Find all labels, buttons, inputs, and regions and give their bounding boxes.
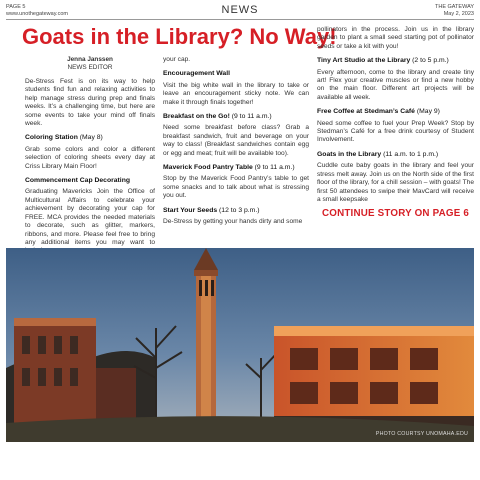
- page-number: PAGE 5: [6, 4, 26, 10]
- photo-credit: PHOTO COURTSY UNOMAHA.EDU: [375, 431, 468, 437]
- event-text: Need some breakfast before class? Grab a breakfast sandwich, fruit and beverage on your way to class! (Breakfast sandwiches contain egg or egg and meat; fruit will be available too).: [163, 124, 309, 157]
- event-heading: Coloring Station (May 8): [25, 134, 103, 142]
- event-heading: Encouragement Wall: [163, 70, 230, 78]
- event-text: De-Stress by getting your hands dirty and some: [163, 218, 303, 226]
- event-heading: Breakfast on the Go! (9 to 11 a.m.): [163, 113, 272, 121]
- event-text: Every afternoon, come to the library and create tiny art! Flex your creative muscles or find a new hobby on the main floor. Different art projects will be available all week.: [317, 68, 474, 101]
- event-heading: Start Your Seeds (12 to 3 p.m.): [163, 206, 260, 214]
- event-heading: Goats in the Library (11 a.m. to 1 p.m.): [317, 150, 439, 158]
- paper-name: THE GATEWAY: [434, 4, 474, 10]
- author-role: NEWS EDITOR: [67, 64, 113, 71]
- header-rule: [6, 19, 474, 20]
- campus-photo: [6, 248, 474, 442]
- headline: Goats in the Library? No Way!: [22, 24, 337, 49]
- event-text: Graduating Mavericks Join the Office of Multicultural Affairs to celebrate your achievement by decorating your cap for FREE. MCA provides the needed materials to decorate, such as glitter, markers, ribbons, and more. Please feel free to bring any additional items you may want to: [25, 188, 155, 246]
- column-2: [163, 56, 309, 233]
- site-url[interactable]: www.unothegateway.com: [6, 11, 68, 17]
- event-text: pollinators in the process. Join us in the library garden to plant a small seed starting pot of pollinator seeds or take a kit with you!: [317, 26, 474, 50]
- event-text: Visit the big white wall in the library to take or leave an encouragement sticky note. We can make it through finals together!: [163, 81, 309, 106]
- section-title: NEWS: [221, 4, 259, 16]
- event-text: Grab some colors and color a different selection of coloring sheets every day at Criss Library Main Floor!: [25, 145, 155, 170]
- event-text: Need some coffee to fuel your Prep Week? Stop by Stedman’s Café for a free drink courtesy of Student Involvement.: [317, 119, 474, 144]
- event-heading: Maverick Food Pantry Table (9 to 11 a.m.): [163, 164, 295, 172]
- event-heading: Commencement Cap Decorating: [25, 177, 130, 185]
- event-heading: Free Coffee at Stedman’s Café (May 9): [317, 108, 440, 116]
- author-name: Jenna Janssen: [67, 56, 113, 63]
- intro-paragraph: De-Stress Fest is on its way to help students find fun and relaxing activities to help manage stress during prep and finals weeks. It’s a challenging time, but here are some events to take your mind off finals week.: [25, 78, 155, 128]
- event-text: Stop by the Maverick Food Pantry’s table to get some snacks and to talk about what is stressing you out.: [163, 175, 309, 200]
- continue-link[interactable]: CONTINUE STORY ON PAGE 6: [321, 208, 470, 220]
- column-1: [25, 56, 155, 262]
- event-text: Cuddle cute baby goats in the library and feel your stress melt away. Join us on the North side of the first floor of the library, for a chill session – with goats! The first 50 attendees to swipe their MavCard will receive a small keepsake: [317, 162, 474, 203]
- header-right: [435, 4, 474, 18]
- issue-date: May 2, 2023: [443, 11, 474, 17]
- campus-scene-image: [6, 248, 474, 442]
- event-heading: Tiny Art Studio at the Library (2 to 5 p.m.): [317, 57, 449, 65]
- byline: [25, 56, 155, 72]
- event-text: your cap.: [163, 56, 191, 63]
- column-3: [317, 26, 474, 219]
